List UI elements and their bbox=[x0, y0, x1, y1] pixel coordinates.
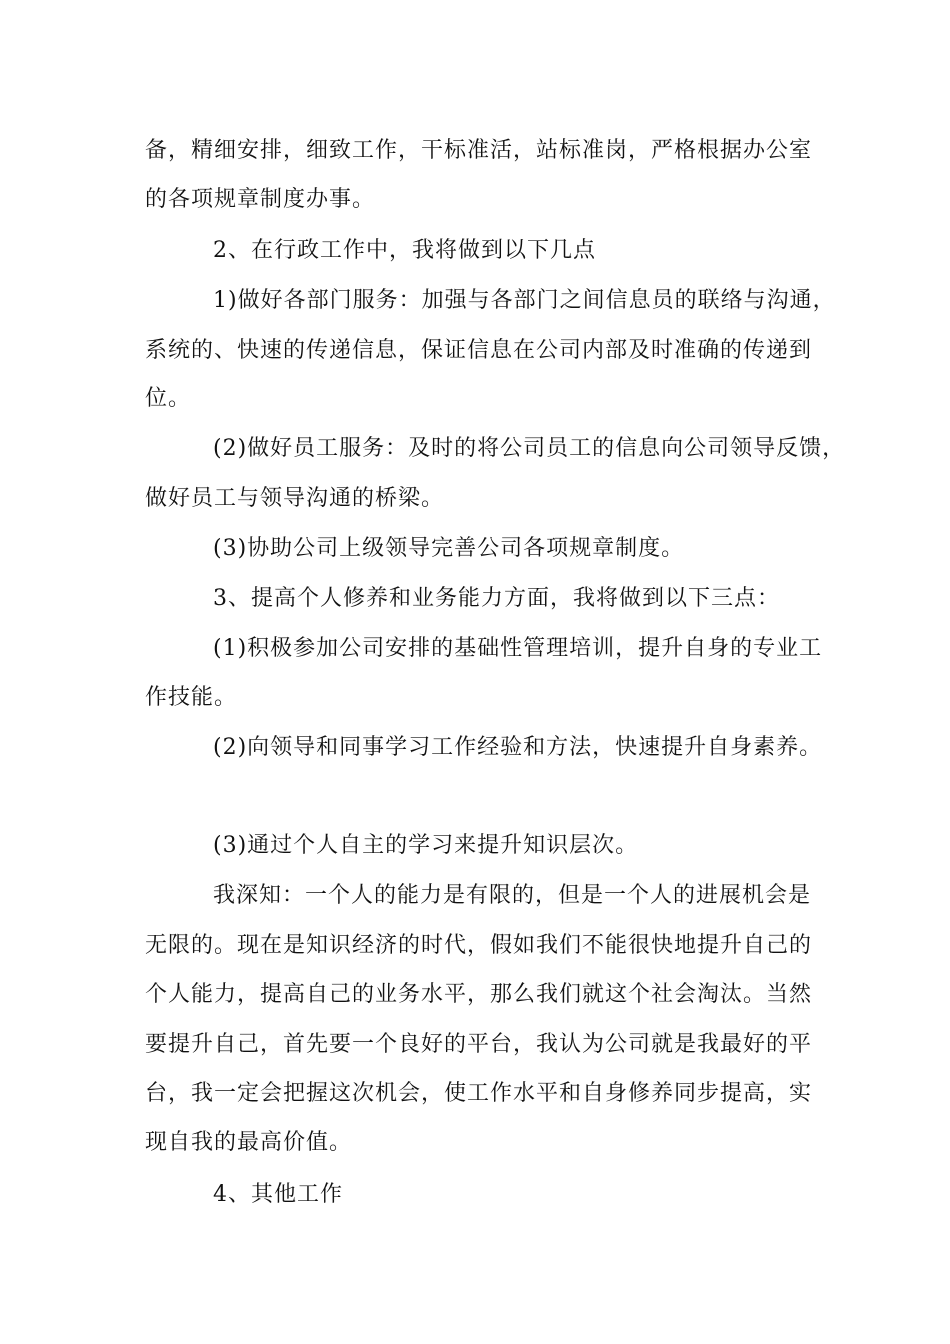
text-line: 个人能力，提高自己的业务水平，那么我们就这个社会淘汰。当然 bbox=[145, 982, 813, 1007]
text-line: 备，精细安排，细致工作，干标准活，站标准岗，严格根据办公室 bbox=[145, 138, 813, 163]
list-item: 1)做好各部门服务：加强与各部门之间信息员的联络与沟通， bbox=[213, 288, 836, 313]
text-line: 做好员工与领导沟通的桥梁。 bbox=[145, 486, 445, 511]
section-heading: 2、在行政工作中，我将做到以下几点 bbox=[213, 238, 596, 263]
text-line: 台，我一定会把握这次机会，使工作水平和自身修养同步提高，实 bbox=[145, 1081, 813, 1106]
text-line: 位。 bbox=[145, 386, 192, 411]
list-item: (2)向领导和同事学习工作经验和方法，快速提升自身素养。 bbox=[213, 735, 823, 760]
list-item: (3)通过个人自主的学习来提升知识层次。 bbox=[213, 833, 639, 858]
list-item: (1)积极参加公司安排的基础性管理培训，提升自身的专业工 bbox=[213, 636, 823, 661]
section-heading: 3、提高个人修养和业务能力方面，我将做到以下三点： bbox=[213, 586, 780, 611]
text-line: 现自我的最高价值。 bbox=[145, 1130, 353, 1155]
text-line: 要提升自己，首先要一个良好的平台，我认为公司就是我最好的平 bbox=[145, 1032, 813, 1057]
paragraph-line: 我深知：一个人的能力是有限的，但是一个人的进展机会是 bbox=[213, 883, 812, 908]
text-line: 的各项规章制度办事。 bbox=[145, 187, 376, 212]
list-item: (2)做好员工服务：及时的将公司员工的信息向公司领导反馈， bbox=[213, 436, 846, 461]
section-heading: 4、其他工作 bbox=[213, 1182, 343, 1207]
list-item: (3)协助公司上级领导完善公司各项规章制度。 bbox=[213, 536, 685, 561]
text-line: 系统的、快速的传递信息，保证信息在公司内部及时准确的传递到 bbox=[145, 338, 813, 363]
text-line: 无限的。现在是知识经济的时代，假如我们不能很快地提升自己的 bbox=[145, 933, 813, 958]
text-line: 作技能。 bbox=[145, 685, 238, 710]
